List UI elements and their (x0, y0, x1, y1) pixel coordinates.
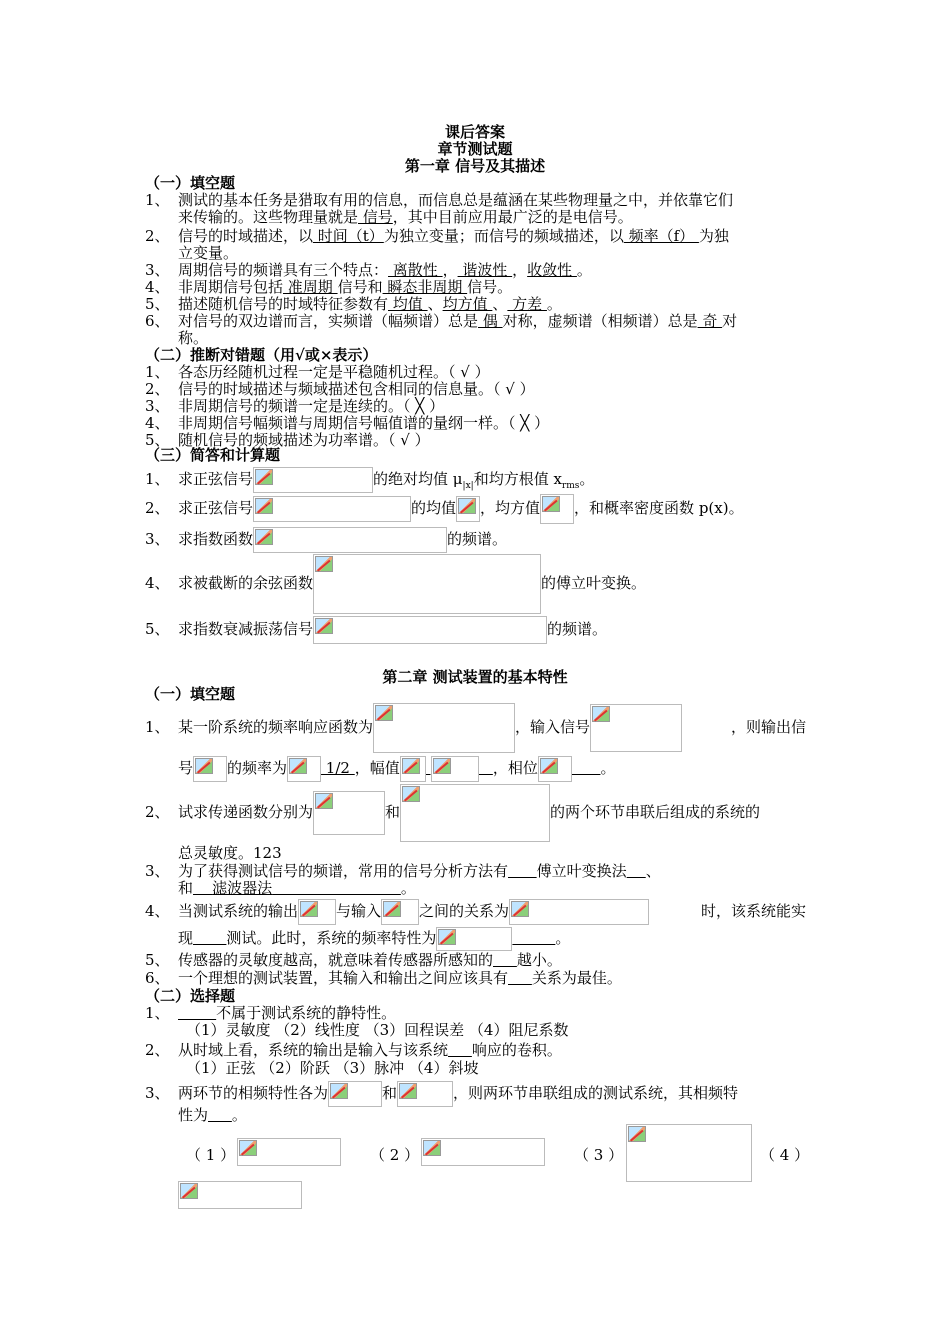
chapter-2-title: 第二章 测试装置的基本特性 (382, 668, 568, 686)
formula-image-icon (313, 791, 385, 835)
formula-image-icon (397, 1081, 453, 1107)
chapter-1-title: 第一章 信号及其描述 (404, 157, 546, 175)
formula-image-icon (626, 1124, 752, 1182)
formula-image-icon (590, 704, 682, 752)
option-label: （ 4 ） (760, 1146, 810, 1164)
formula-image-icon (509, 899, 649, 925)
list-item: 2、 求正弦信号 的均值 ，均方值 ，和概率密度函数 p(x)。 (0, 494, 950, 522)
formula-image-icon (400, 756, 426, 782)
option-label: （ 3 ） (574, 1146, 624, 1164)
list-item: 号 的频率为 1/2 ，幅值 ，相位 。 (0, 755, 950, 781)
formula-image-icon (193, 756, 227, 782)
list-item: 3、 求指数函数 的频谱。 (0, 525, 950, 553)
formula-image-icon (421, 1138, 545, 1166)
formula-image-icon (237, 1138, 341, 1166)
formula-image-icon (298, 899, 336, 925)
list-item: 4、 当测试系统的输出 与输入 之间的关系为 时，该系统能实 (0, 898, 950, 924)
formula-image-icon (540, 494, 574, 524)
formula-image-icon (400, 784, 550, 842)
formula-image-icon (313, 616, 547, 644)
list-item: 现 测试。此时，系统的频率特性为 。 (0, 926, 950, 950)
doc-subtitle: 章节测试题 (437, 140, 513, 158)
formula-image-icon (456, 496, 480, 522)
doc-title: 课后答案 (444, 123, 505, 141)
section-title: （二）选择题 (145, 987, 236, 1005)
formula-image-icon (373, 703, 515, 753)
formula-image-icon (538, 756, 572, 782)
list-item: 1、 求正弦信号 的绝对均值 $\mu_{|x|}$和均方根值 $x_{rms}$。 (0, 466, 950, 492)
choice-options (178, 1124, 808, 1182)
list-item: 1、 某一阶系统的频率响应函数为 ，输入信号 ，则输出信 (0, 702, 950, 752)
formula-image-icon (436, 927, 512, 951)
section-title: （一）填空题 (145, 685, 236, 703)
section-title: （二）推断对错题（用√或×表示） (145, 346, 378, 364)
formula-image-icon (253, 467, 373, 493)
formula-image-icon (313, 554, 541, 614)
section-title: （三）简答和计算题 (145, 446, 281, 464)
formula-image-icon (253, 527, 447, 553)
formula-image-icon (178, 1181, 302, 1209)
formula-image-icon (287, 756, 321, 782)
formula-image-icon (381, 899, 419, 925)
formula-image-icon (328, 1081, 382, 1107)
list-item: 4、 求被截断的余弦函数 的傅立叶变换。 (0, 552, 950, 614)
list-item: 5、 求指数衰减振荡信号 的频谱。 (0, 614, 950, 644)
section-title: （一）填空题 (145, 174, 236, 192)
list-item: 2、 试求传递函数分别为 和 的两个环节串联后组成的系统的 (0, 783, 950, 841)
option-label: （ 1 ） (186, 1146, 236, 1164)
option-label: （ 2 ） (370, 1146, 420, 1164)
formula-image-icon (431, 756, 479, 782)
formula-image-icon (253, 496, 411, 522)
list-item: 3、 两环节的相频特性各为 和 ，则两环节串联组成的测试系统，其相频特 (0, 1080, 950, 1106)
